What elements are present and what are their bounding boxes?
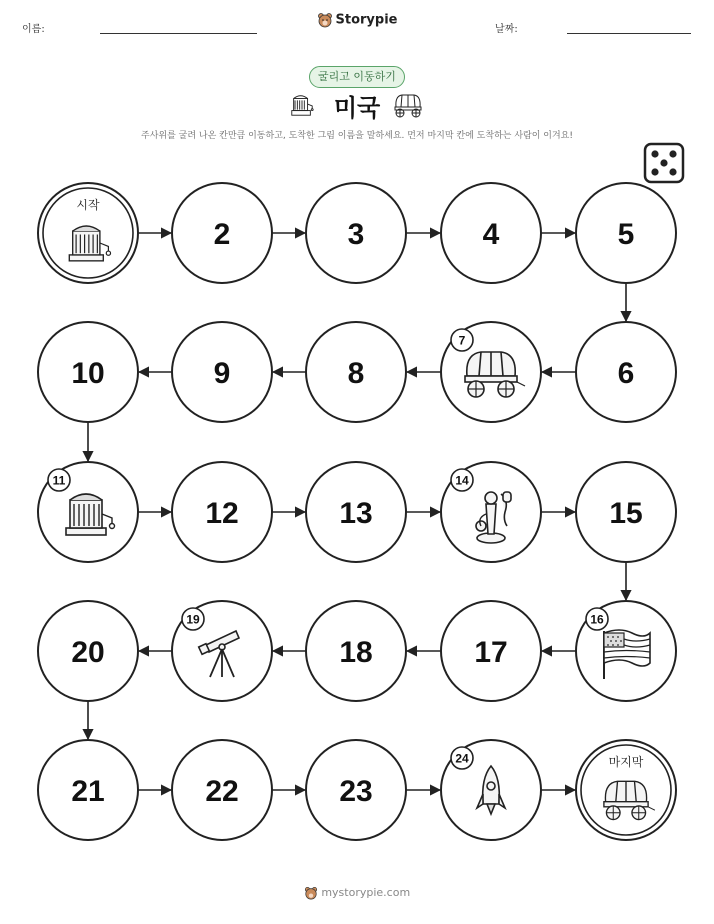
board-space-6[interactable] [576,322,676,422]
space-number: 17 [474,636,508,669]
board-space-10[interactable] [38,322,138,422]
board-space-17[interactable] [441,601,541,701]
finish-space[interactable] [576,740,676,840]
space-number: 12 [205,497,239,530]
space-number: 14 [455,473,469,488]
space-number: 2 [213,218,231,251]
space-number: 10 [71,357,105,390]
space-number: 7 [458,333,466,348]
space-number: 8 [347,357,365,390]
board-space-18[interactable] [306,601,406,701]
board-space-12[interactable] [172,462,272,562]
board-space-4[interactable] [441,183,541,283]
space-number: 16 [590,612,604,627]
board-space-5[interactable] [576,183,676,283]
space-number: 13 [339,497,373,530]
board-space-11[interactable] [38,462,138,562]
brand-name: Storypie [335,12,398,28]
space-number: 6 [617,357,635,390]
board-space-16[interactable] [576,601,676,701]
name-label: 이름: [22,24,45,35]
space-number: 3 [347,218,365,251]
board-space-9[interactable] [172,322,272,422]
bear-icon [304,886,318,900]
space-number: 18 [339,636,373,669]
page-title: 미국 [333,94,381,122]
space-number: 21 [71,775,105,808]
footer [0,886,714,900]
board-space-23[interactable] [306,740,406,840]
board-space-3[interactable] [306,183,406,283]
date-label: 날짜: [495,24,518,35]
finish-label: 마지막 [608,755,644,769]
space-number: 23 [339,775,373,808]
space-number: 11 [52,473,66,488]
board-space-2[interactable] [172,183,272,283]
board-space-22[interactable] [172,740,272,840]
board-space-14[interactable] [441,462,541,562]
space-number: 9 [213,357,231,390]
board-space-20[interactable] [38,601,138,701]
space-number: 19 [186,612,200,627]
board-space-24[interactable] [441,740,541,840]
board-space-8[interactable] [306,322,406,422]
space-number: 24 [455,751,469,766]
space-number: 4 [482,218,500,251]
space-number: 5 [617,218,635,251]
start-space[interactable] [38,183,138,283]
space-number: 15 [609,497,643,530]
space-number: 20 [71,636,105,669]
board-space-19[interactable] [172,601,272,701]
board-space-15[interactable] [576,462,676,562]
footer-url: mystorypie.com [321,886,411,899]
start-label: 시작 [76,198,100,212]
board-space-7[interactable] [441,322,541,422]
board-space-13[interactable] [306,462,406,562]
board-space-21[interactable] [38,740,138,840]
space-number: 22 [205,775,239,808]
activity-tag: 굴리고 이동하기 [309,66,405,88]
instructions: 주사위를 굴려 나온 칸만큼 이동하고, 도착한 그림 이름을 말하세요. 먼저 마지막 칸에 도착하는 사람이 이겨요! [141,131,573,141]
